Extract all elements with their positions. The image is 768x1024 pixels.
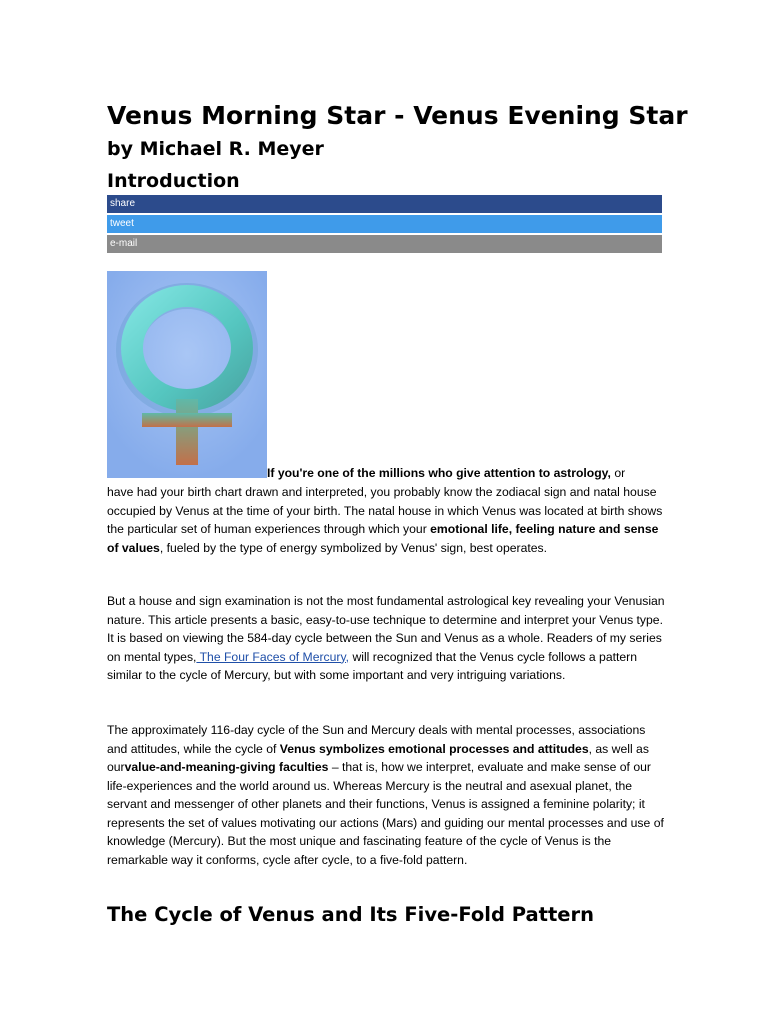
- tweet-button[interactable]: tweet: [107, 215, 662, 233]
- four-faces-of-mercury-link[interactable]: The Four Faces of Mercury,: [196, 649, 350, 664]
- page-title: Venus Morning Star - Venus Evening Star: [107, 101, 688, 130]
- email-button[interactable]: e-mail: [107, 235, 662, 253]
- venus-symbol-icon: [107, 271, 267, 478]
- paragraph-1: have had your birth chart drawn and interpreted, you probably know the zodiacal sign and natal house occupied by Venus at the time of your birth. The natal house in which Venus was located at birth shows the particular set of human experiences through which your emotional life, feeling nature and sense of values, fueled by the type of energy symbolized by Venus' sign, best operates.: [107, 485, 663, 555]
- author-byline: by Michael R. Meyer: [107, 138, 324, 160]
- paragraph-3: The approximately 116-day cycle of the Sun and Mercury deals with mental processes, associations and attitudes, while the cycle of Venus symbolizes emotional processes and attitudes, as well as ourvalue-and-meaning-giving faculties – that is, how we interpret, evaluate and make sense of our life-experiences and the world around us. Whereas Mercury is the neutral and asexual planet, the servant and messenger of other planets and their functions, Venus is assigned a feminine polarity; it represents the set of values motivating our actions (Mars) and guiding our mental processes and use of knowledge (Mercury). But the most unique and fascinating feature of the cycle of Venus is the remarkable way it conforms, cycle after cycle, to a five-fold pattern.: [107, 723, 664, 867]
- paragraph-1-lead: If you're one of the millions who give attention to astrology, or: [267, 466, 626, 480]
- paragraph-2: But a house and sign examination is not the most fundamental astrological key revealing your Venusian nature. This article presents a basic, easy-to-use technique to determine and interpret your Venus type. It is based on viewing the 584-day cycle between the Sun and Venus as a whole. Readers of my series on mental types, The Four Faces of Mercury, will recognized that the Venus cycle follows a pattern similar to the cycle of Mercury, but with some important and very intriguing variations.: [107, 594, 665, 682]
- venus-symbol-image: [107, 271, 267, 478]
- share-button[interactable]: share: [107, 195, 662, 213]
- section-heading-introduction: Introduction: [107, 170, 240, 192]
- section-heading-cycle-of-venus: The Cycle of Venus and Its Five-Fold Pattern: [107, 903, 595, 926]
